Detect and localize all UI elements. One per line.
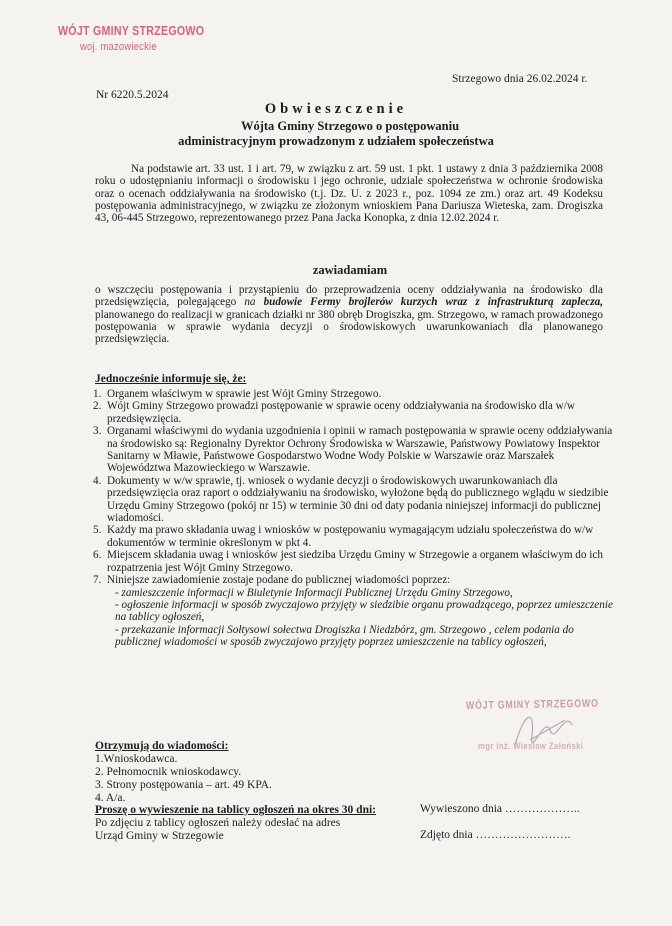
item-text: Dokumenty w w/w sprawie, tj. wniosek o wydanie decyzji o środowiskowych uwarunkowaniach dla przedsięwzięcia oraz raport o oddziaływaniu na środowisko, wyłożone będą do publicznego wglądu w siedzibie Urzędu Gminy Strzegowo (pokój nr 15) w terminie 30 dni od daty podania niniejszej informacji do publicznej wiadomości. — [107, 474, 609, 525]
reference-number: Nr 6220.5.2024 — [96, 89, 169, 101]
item-number: 7. — [93, 574, 102, 587]
item-number: 5. — [93, 524, 102, 537]
list-item — [93, 425, 613, 475]
project-name: budowie Fermy brojlerów kurzych wraz z infrastrukturą zaplecza, — [263, 296, 603, 309]
list-item — [93, 549, 613, 574]
title-line-2: Wójta Gminy Strzegowo o postępowaniu — [240, 119, 460, 133]
item-text: Miejscem składania uwag i wniosków jest siedziba Urzędu Gminy w Strzegowie a organem właściwym do ich rozpatrzenia jest Wójt Gminy Strzegowo. — [107, 549, 603, 574]
title-line-3: administracyjnym prowadzonym z udziałem społeczeństwa — [178, 134, 494, 148]
notify-heading: zawiadamiam — [312, 263, 388, 277]
list-item — [93, 524, 613, 549]
notify-part-4: planowanego do realizacji w granicach działki nr 380 obręb Drogiszka, gm. Strzegowo, w ramach prowadzonego postępowania w sprawie wydania decyzji o środowiskowych uwarunkowaniach dla planowanego przedsięwzięcia. — [95, 308, 603, 346]
info-list — [93, 388, 613, 649]
item-text: Niniejsze zawiadomienie zostaje podane do publicznej wiadomości poprzez: — [107, 574, 451, 587]
item-text: Organem właściwym w sprawie jest Wójt Gminy Strzegowo. — [107, 388, 382, 400]
intro-paragraph — [95, 163, 603, 224]
wojt-name-stamp: mgr inż. Wiesław Załoński — [478, 741, 584, 751]
item-number: 4. — [93, 474, 102, 487]
item-text: Każdy ma prawo składania uwag i wniosków w postępowaniu wymagającym udziału społeczeństwa do w/w dokumentów w terminie określonym w pkt 4. — [107, 524, 594, 549]
bullet-item: - ogłoszenie informacji w sposób zwyczajowo przyjęty w siedzibie organu prowadzącego, poprzez umieszczenie na tablicy ogłoszeń, — [115, 598, 613, 624]
removed-date: Zdjęto dnia ……………………. — [420, 829, 571, 841]
intro-text: Na podstawie art. 33 ust. 1 i art. 79, w związku z art. 59 ust. 1 pkt. 1 ustawy z dnia 3 października 2008 roku o udostępnianiu informacji o środowisku i jego ochronie, udziale społeczeństwa w ochronie środowiska oraz o ocenach oddziaływania na środowisko (t.j. Dz. U. z 2023 r., poz. 1094 ze zm.) oraz art. 49 Kodeksu postępowania administracyjnego, w związku ze złożonym wnioskiem Pana Dariusza Wieteska, zam. Drogiszka 43, 06-445 Strzegowo, reprezentowanego przez Pana Jacka Konopka, z dnia 12.02.2024 r. — [95, 163, 603, 225]
notify-part-2: na — [244, 296, 264, 309]
list-item — [93, 475, 613, 525]
list-item — [93, 388, 613, 400]
recipient-item: 1.Wnioskodawca. — [95, 753, 178, 765]
list-item — [93, 574, 613, 586]
recipient-item: 2. Pełnomocnik wnioskodawcy. — [95, 766, 242, 778]
stamp-line-2: woj. mazowieckie — [80, 41, 157, 53]
signature-image — [510, 705, 580, 755]
item-number: 3. — [93, 425, 102, 438]
return-address: Urząd Gminy w Strzegowie — [95, 830, 224, 842]
recipient-item: 3. Strony postępowania – art. 49 KPA. — [95, 779, 272, 791]
item-number: 1. — [93, 388, 102, 400]
bullet-item: - przekazanie informacji Sołtysowi sołectwa Drogiszka i Niedzbórz, gm. Strzegowo , celem podania do publicznej wiadomości w sposób zwyczajowo przyjęty poprzez umieszczenie na tablicy ogłoszeń, — [115, 623, 574, 649]
bullet-item: - zamieszczenie informacji w Biuletynie Informacji Publicznej Urzędu Gminy Strzegowo, — [115, 586, 513, 599]
item-text: Wójt Gminy Strzegowo prowadzi postępowanie w sprawie oceny oddziaływania na środowisko dla w/w przedsięwzięcia. — [107, 400, 575, 425]
document-title: Obwieszczenie — [264, 101, 408, 117]
recipients-heading: Otrzymują do wiadomości: — [95, 740, 229, 752]
office-stamp — [58, 23, 236, 53]
item-number: 6. — [93, 549, 102, 562]
item-number: 2. — [93, 400, 102, 413]
wojt-stamp: WÓJT GMINY STRZEGOWO — [465, 697, 599, 712]
info-heading: Jednocześnie informuje się, że: — [95, 373, 247, 385]
item-text: Organami właściwymi do wydania uzgodnienia i opinii w ramach postępowania w sprawie oceny oddziaływania na środowisko są: Regionalny Dyrektor Ochrony Środowiska w Warszawie, Państwowy Powiatowy Inspektor Sanitarny w Mławie, Państwowe Gospodarstwo Wodne Wody Polskie w Warszawie oraz Marszałek Województwa Mazowieckiego w Warszawie. — [107, 425, 613, 475]
stamp-line-1: WÓJT GMINY STRZEGOWO — [58, 23, 205, 38]
posting-request: Proszę o wywieszenie na tablicy ogłoszeń na okres 30 dni: — [95, 804, 376, 816]
recipient-item: 4. A/a. — [95, 792, 126, 804]
list-item — [93, 400, 613, 425]
place-date: Strzegowo dnia 26.02.2024 r. — [452, 73, 588, 85]
posted-date: Wywieszono dnia ……………….. — [420, 803, 580, 815]
notify-part-1: o wszczęciu postępowania i przystąpieniu do przeprowadzenia oceny oddziaływania na środowisko dla przedsięwzięcia, polegającego — [95, 284, 603, 309]
notify-paragraph — [95, 284, 603, 345]
return-note: Po zdjęciu z tablicy ogłoszeń należy odesłać na adres — [95, 817, 341, 829]
